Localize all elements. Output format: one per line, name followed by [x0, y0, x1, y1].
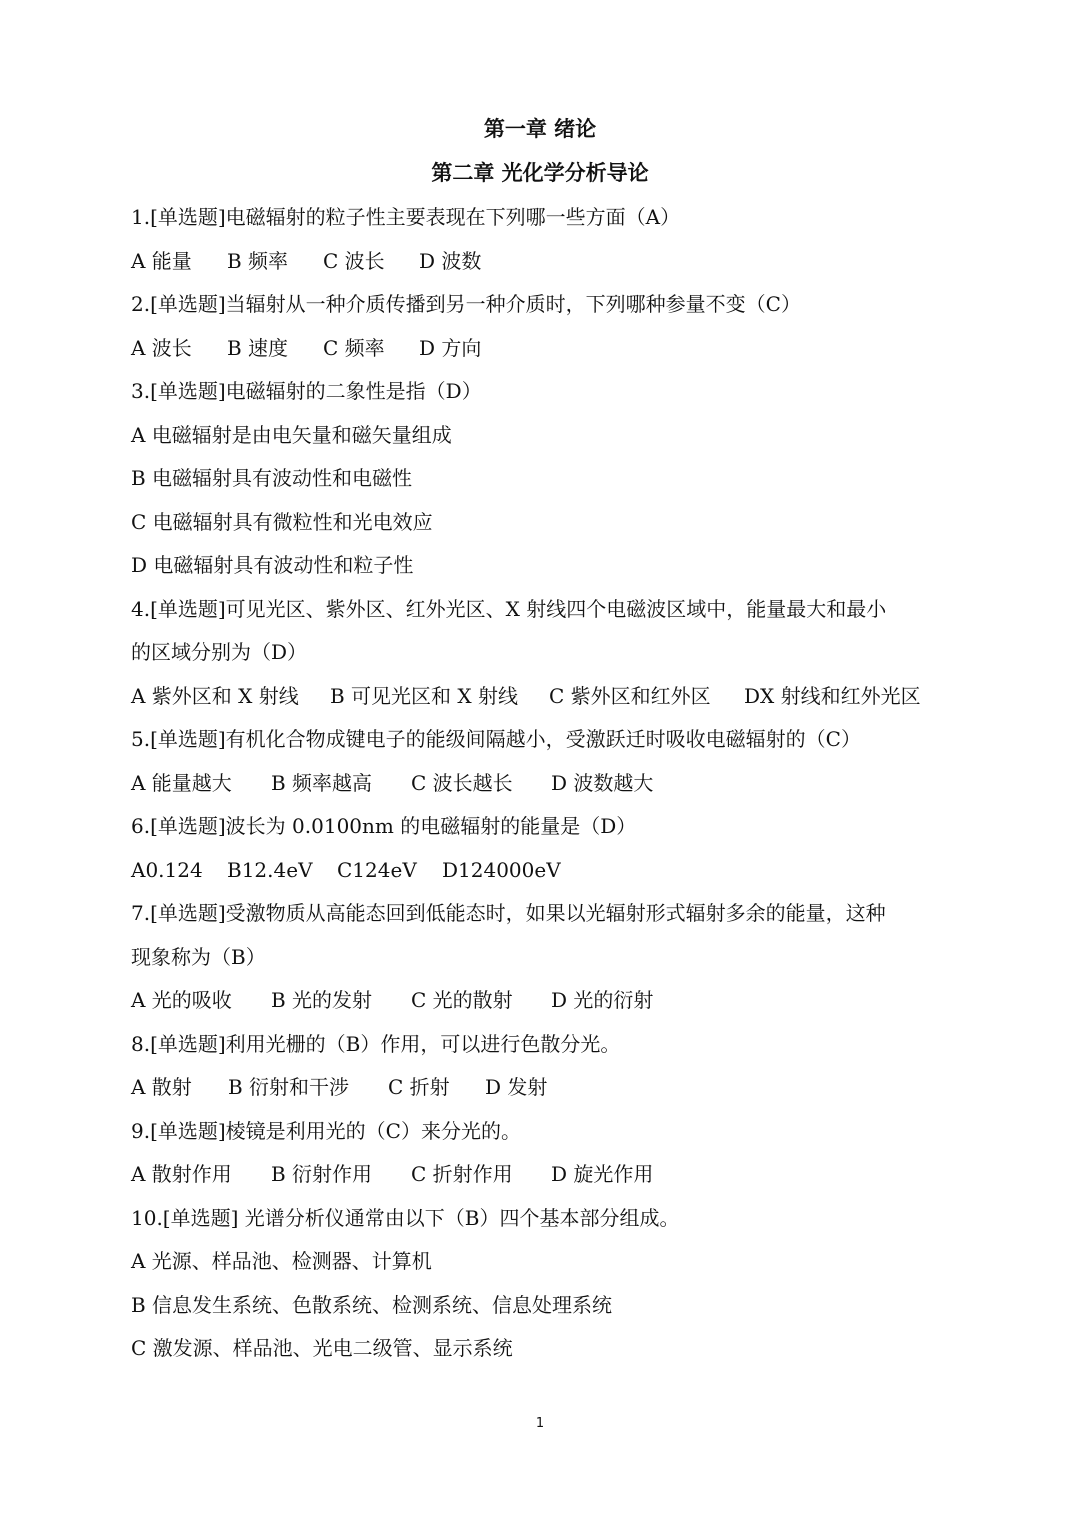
option-b: B 频率: [227, 249, 289, 273]
option-c: C 电磁辐射具有微粒性和光电效应: [131, 510, 433, 534]
option-a: A 散射作用: [131, 1162, 232, 1186]
chapter-heading-2: 第二章 光化学分析导论: [431, 160, 649, 185]
option-c: C 折射: [388, 1075, 450, 1099]
question-options-4: [131, 681, 961, 711]
question-options-6: [131, 855, 961, 885]
option-b: B 频率越高: [271, 771, 373, 795]
option-a: A 散射: [131, 1075, 192, 1099]
option-d: D124000eV: [442, 858, 561, 882]
option-c: C 频率: [323, 336, 385, 360]
option-d: D 波数: [419, 249, 482, 273]
option-b: B 衍射作用: [271, 1162, 373, 1186]
option-d: D 电磁辐射具有波动性和粒子性: [131, 553, 414, 577]
question-options-5: [131, 768, 961, 798]
option-a: A 光源、样品池、检测器、计算机: [131, 1249, 432, 1273]
question-stem-4-line-1: 4.[单选题]可见光区、紫外区、红外光区、X 射线四个电磁波区域中，能量最大和最小: [131, 597, 887, 621]
option-c: C 紫外区和红外区: [549, 684, 711, 708]
option-b: B 光的发射: [271, 988, 373, 1012]
option-b: B 速度: [227, 336, 289, 360]
option-b: B 信息发生系统、色散系统、检测系统、信息处理系统: [131, 1293, 613, 1317]
option-c: C 光的散射: [411, 988, 513, 1012]
question-stem-6: 6.[单选题]波长为 0.0100nm 的电磁辐射的能量是（D）: [131, 814, 637, 838]
question-stem-5: 5.[单选题]有机化合物成键电子的能级间隔越小，受激跃迁时吸收电磁辐射的（C）: [131, 727, 861, 751]
question-options-9: [131, 1159, 961, 1189]
question-stem-4-line-2: 的区域分别为（D）: [131, 640, 308, 664]
option-b: B12.4eV: [227, 858, 313, 882]
question-stem-7-line-1: 7.[单选题]受激物质从高能态回到低能态时，如果以光辐射形式辐射多余的能量，这种: [131, 901, 886, 925]
question-stem-2: 2.[单选题]当辐射从一种介质传播到另一种介质时，下列哪种参量不变（C）: [131, 292, 801, 316]
option-d: D 发射: [485, 1075, 548, 1099]
chapter-heading-1: 第一章 绪论: [483, 116, 597, 141]
question-stem-7-line-2: 现象称为（B）: [131, 945, 266, 969]
option-a: A 紫外区和 X 射线: [131, 684, 299, 708]
question-stem-8: 8.[单选题]利用光栅的（B）作用，可以进行色散分光。: [131, 1032, 621, 1056]
option-a: A 能量越大: [131, 771, 232, 795]
option-c: C124eV: [337, 858, 417, 882]
question-stem-10: 10.[单选题] 光谱分析仪通常由以下（B）四个基本部分组成。: [131, 1206, 680, 1230]
option-c: C 波长: [323, 249, 385, 273]
question-options-7: [131, 985, 961, 1015]
question-options-8: [131, 1072, 961, 1102]
question-options-1: [131, 246, 961, 276]
question-stem-3: 3.[单选题]电磁辐射的二象性是指（D）: [131, 379, 482, 403]
option-a: A 电磁辐射是由电矢量和磁矢量组成: [131, 423, 452, 447]
option-d: DX 射线和红外光区: [744, 684, 921, 708]
question-stem-9: 9.[单选题]棱镜是利用光的（C）来分光的。: [131, 1119, 521, 1143]
question-stem-1: 1.[单选题]电磁辐射的粒子性主要表现在下列哪一些方面（A）: [131, 205, 681, 229]
option-c: C 激发源、样品池、光电二级管、显示系统: [131, 1336, 513, 1360]
option-a: A 波长: [131, 336, 192, 360]
option-c: C 波长越长: [411, 771, 513, 795]
option-a: A0.124: [131, 858, 203, 882]
option-d: D 方向: [419, 336, 482, 360]
option-d: D 波数越大: [551, 771, 654, 795]
option-b: B 衍射和干涉: [228, 1075, 350, 1099]
option-a: A 光的吸收: [131, 988, 232, 1012]
option-d: D 旋光作用: [551, 1162, 654, 1186]
option-c: C 折射作用: [411, 1162, 513, 1186]
option-b: B 可见光区和 X 射线: [330, 684, 519, 708]
question-options-2: [131, 333, 961, 363]
option-d: D 光的衍射: [551, 988, 654, 1012]
page-number: 1: [535, 1416, 545, 1431]
option-a: A 能量: [131, 249, 192, 273]
option-b: B 电磁辐射具有波动性和电磁性: [131, 466, 413, 490]
